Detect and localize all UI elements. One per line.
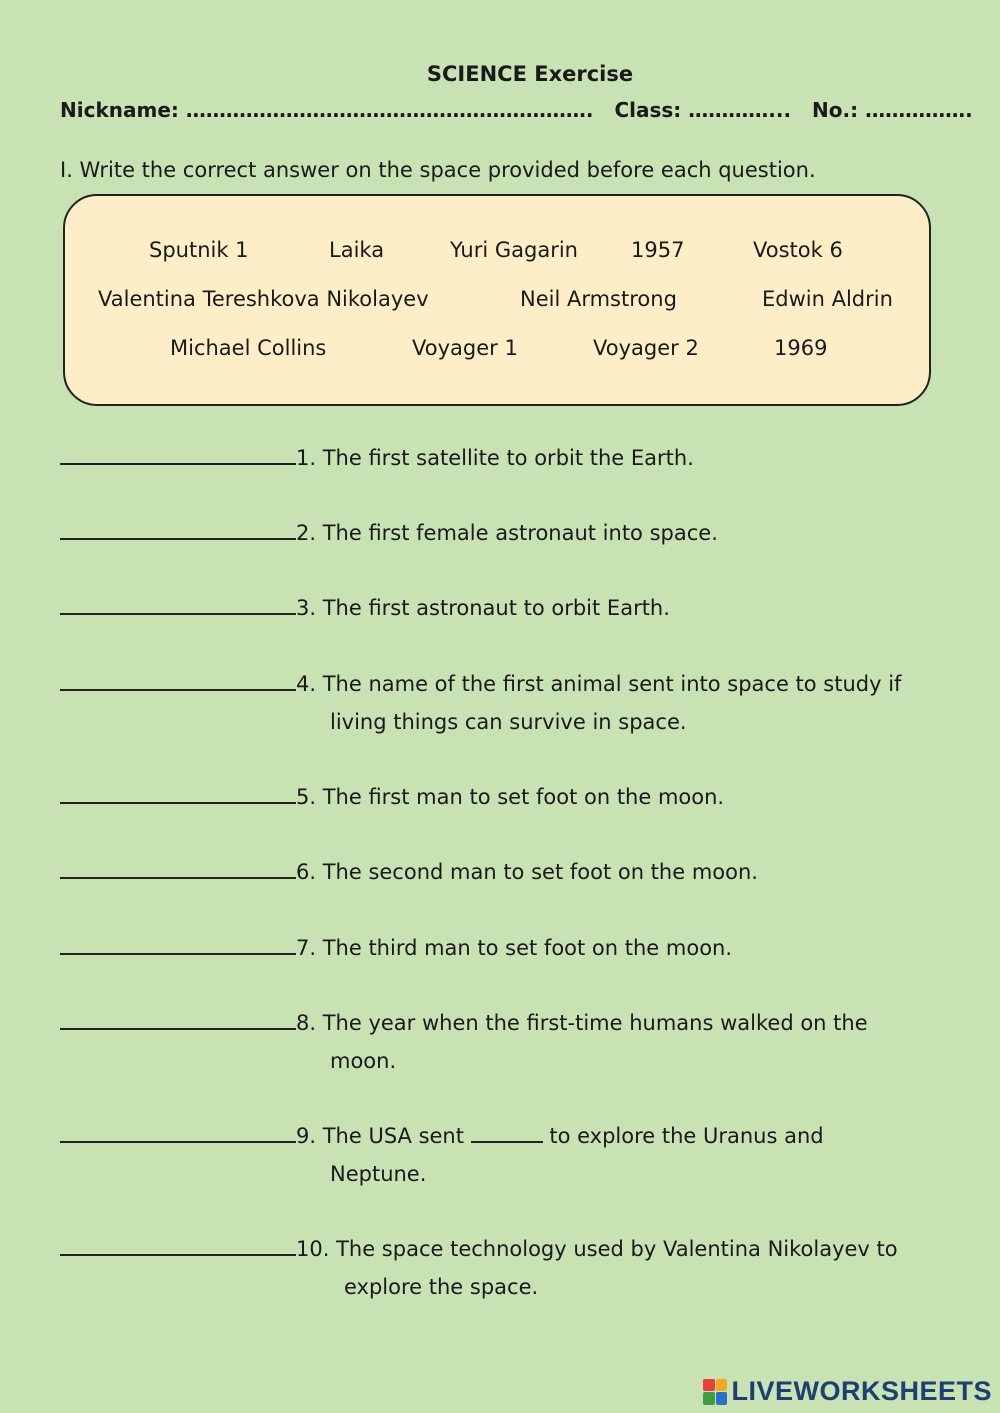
word-bank-item: Michael Collins (170, 336, 327, 360)
word-bank-item: Laika (329, 238, 385, 262)
number-label: No.: (812, 98, 859, 122)
logo-square-red (703, 1379, 715, 1392)
question-10: 10. The space technology used by Valentina Nikolayev to explore the space. (60, 1230, 898, 1306)
question-5: 5. The first man to set foot on the moon. (60, 778, 724, 816)
question-8: 8. The year when the first-time humans walked on the moon. (60, 1004, 868, 1080)
answer-blank[interactable] (60, 516, 296, 540)
answer-blank[interactable] (60, 591, 296, 615)
liveworksheets-icon (703, 1379, 727, 1405)
student-info-line (60, 98, 973, 122)
question-9: 9. The USA sent to explore the Uranus and Neptune. (60, 1117, 824, 1193)
word-bank-item: Edwin Aldrin (762, 287, 893, 311)
question-6: 6. The second man to set foot on the moon. (60, 853, 758, 891)
word-bank-item: Valentina Tereshkova Nikolayev (98, 287, 429, 311)
question-1: 1. The first satellite to orbit the Earth. (60, 439, 694, 477)
class-label: Class: (614, 98, 682, 122)
answer-blank[interactable] (60, 441, 296, 465)
class-field[interactable]: …………... (688, 98, 792, 122)
nickname-field[interactable]: ……………………………………………………. (185, 98, 594, 122)
instruction-text: I. Write the correct answer on the space provided before each question. (60, 158, 816, 182)
answer-blank[interactable] (60, 780, 296, 804)
word-bank-item: 1969 (774, 336, 828, 360)
word-bank-item: 1957 (631, 238, 685, 262)
question-4: 4. The name of the first animal sent into space to study if living things can survive in space. (60, 665, 901, 741)
page-title: SCIENCE Exercise (426, 62, 634, 86)
logo-square-orange (716, 1379, 728, 1392)
word-bank-item: Yuri Gagarin (450, 238, 578, 262)
nickname-label: Nickname: (60, 98, 179, 122)
answer-blank[interactable] (60, 667, 296, 691)
word-bank-item: Neil Armstrong (520, 287, 677, 311)
word-bank-item: Voyager 1 (412, 336, 518, 360)
question-3: 3. The first astronaut to orbit Earth. (60, 589, 670, 627)
number-field[interactable]: ……………. (865, 98, 973, 122)
answer-blank[interactable] (60, 1006, 296, 1030)
word-bank (63, 194, 931, 406)
answer-blank[interactable] (60, 1119, 296, 1143)
word-bank-item: Sputnik 1 (149, 238, 249, 262)
liveworksheets-logo (703, 1376, 992, 1407)
logo-square-green (703, 1392, 715, 1405)
answer-blank[interactable] (60, 931, 296, 955)
question-2: 2. The first female astronaut into space. (60, 514, 718, 552)
answer-blank[interactable] (60, 1232, 296, 1256)
brand-name: LIVEWORKSHEETS (731, 1376, 992, 1406)
answer-blank[interactable] (60, 855, 296, 879)
logo-square-blue (716, 1392, 728, 1405)
question-7: 7. The third man to set foot on the moon. (60, 929, 732, 967)
inline-blank[interactable] (471, 1121, 543, 1143)
word-bank-item: Voyager 2 (593, 336, 699, 360)
word-bank-item: Vostok 6 (753, 238, 843, 262)
